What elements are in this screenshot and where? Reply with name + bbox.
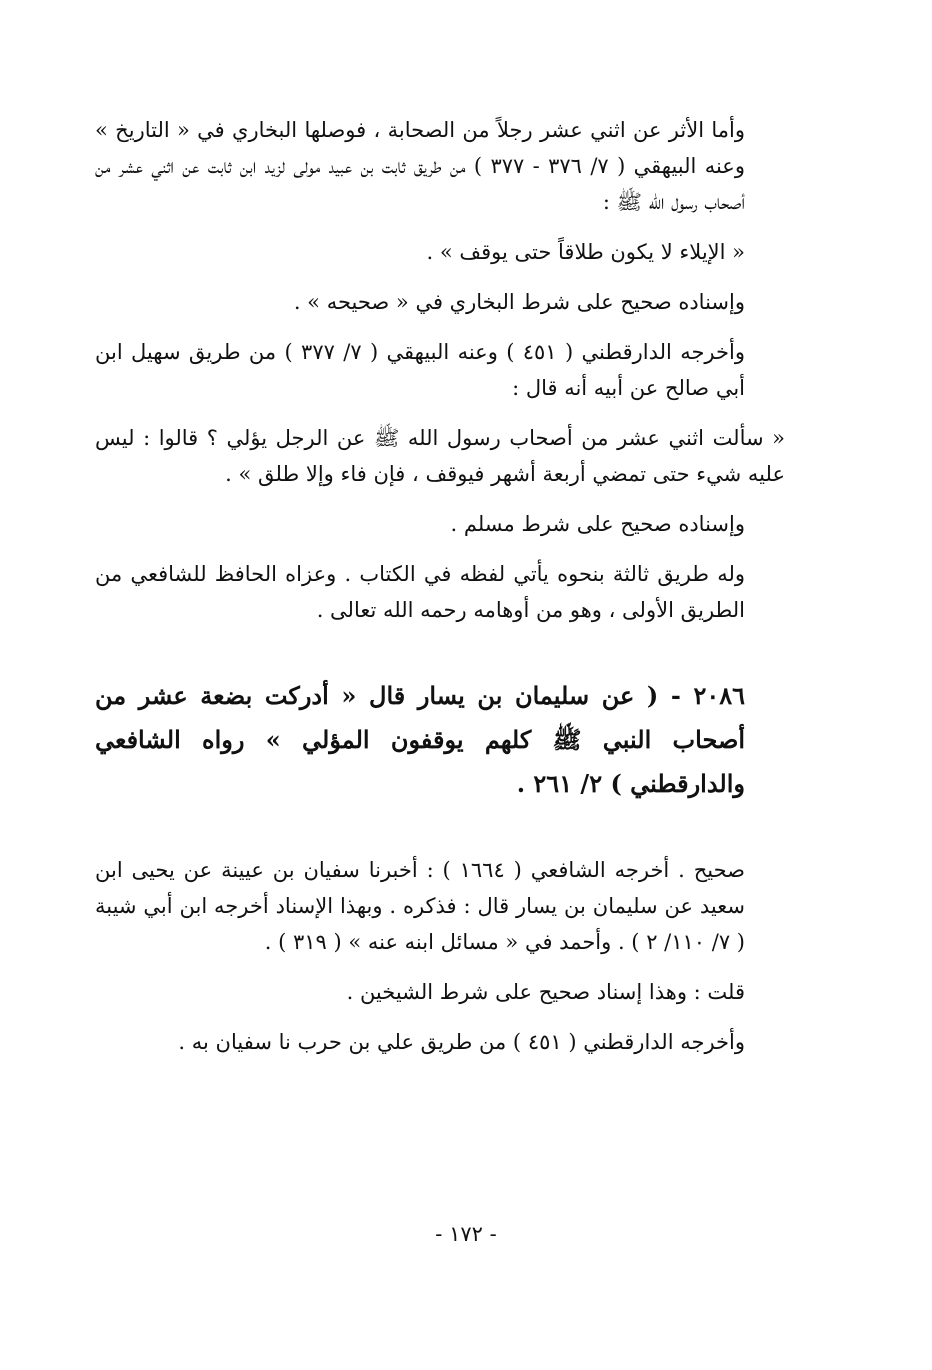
paragraph-daraqutni-sufyan: وأخرجه الدارقطني ( ٤٥١ ) من طريق علي بن حرب نا سفيان به . (178, 1030, 745, 1054)
quote-question: « سألت اثني عشر من أصحاب رسول الله ﷺ عن الرجل يؤلي ؟ قالوا : ليس عليه شيء حتى تمضي أربعة أشهر فيوقف ، فإن فاء وإلا طلق » . (95, 426, 785, 486)
paragraph-daraqutni-bayhaqi: وأخرجه الدارقطني ( ٤٥١ ) وعنه البيهقي ( ٧/ ٣٧٧ ) من طريق سهيل ابن أبي صالح عن أبيه أنه قال : (95, 340, 745, 400)
paragraph-qultu: قلت : وهذا إسناد صحيح على شرط الشيخين . (346, 980, 745, 1004)
hadith-2086: ٢٠٨٦ - ( عن سليمان بن يسار قال « أدركت بضعة عشر من أصحاب النبي ﷺ كلهم يوقفون المؤلي » رواه الشافعي والدارقطني ) ٢/ ٢٦١ . (95, 681, 745, 798)
paragraph-isnad-bukhari: وإسناده صحيح على شرط البخاري في « صحيحه » . (293, 290, 745, 314)
quote-ila: « الإيلاء لا يكون طلاقاً حتى يوقف » . (426, 240, 745, 264)
page-number: - ١٧٢ - (435, 1222, 497, 1246)
paragraph-twelve-companions: وأما الأثر عن اثني عشر رجلاً من الصحابة ، فوصلها البخاري في « التاريخ » وعنه البيهقي ( ٧/ ٣٧٦ - ٣٧٧ ) من طريق ثابت بن عبيد مولى لزيد ابن ثابت عن اثني عشر من أصحاب رسول الله ﷺ : (95, 118, 745, 214)
paragraph-isnad-muslim: وإسناده صحيح على شرط مسلم . (450, 512, 745, 536)
paragraph-sahih-shafii: صحيح . أخرجه الشافعي ( ١٦٦٤ ) : أخبرنا سفيان بن عيينة عن يحيى ابن سعيد عن سليمان بن يسار قال : فذكره . وبهذا الإسناد أخرجه ابن أبي شيبة ( ٧/ ١١٠/ ٢ ) . وأحمد في « مسائل ابنه عنه » ( ٣١٩ ) . (95, 858, 745, 954)
page-body (95, 112, 785, 1060)
paragraph-third-route: وله طريق ثالثة بنحوه يأتي لفظه في الكتاب . وعزاه الحافظ للشافعي من الطريق الأولى ، وهو من أوهامه رحمه الله تعالى . (95, 562, 745, 622)
